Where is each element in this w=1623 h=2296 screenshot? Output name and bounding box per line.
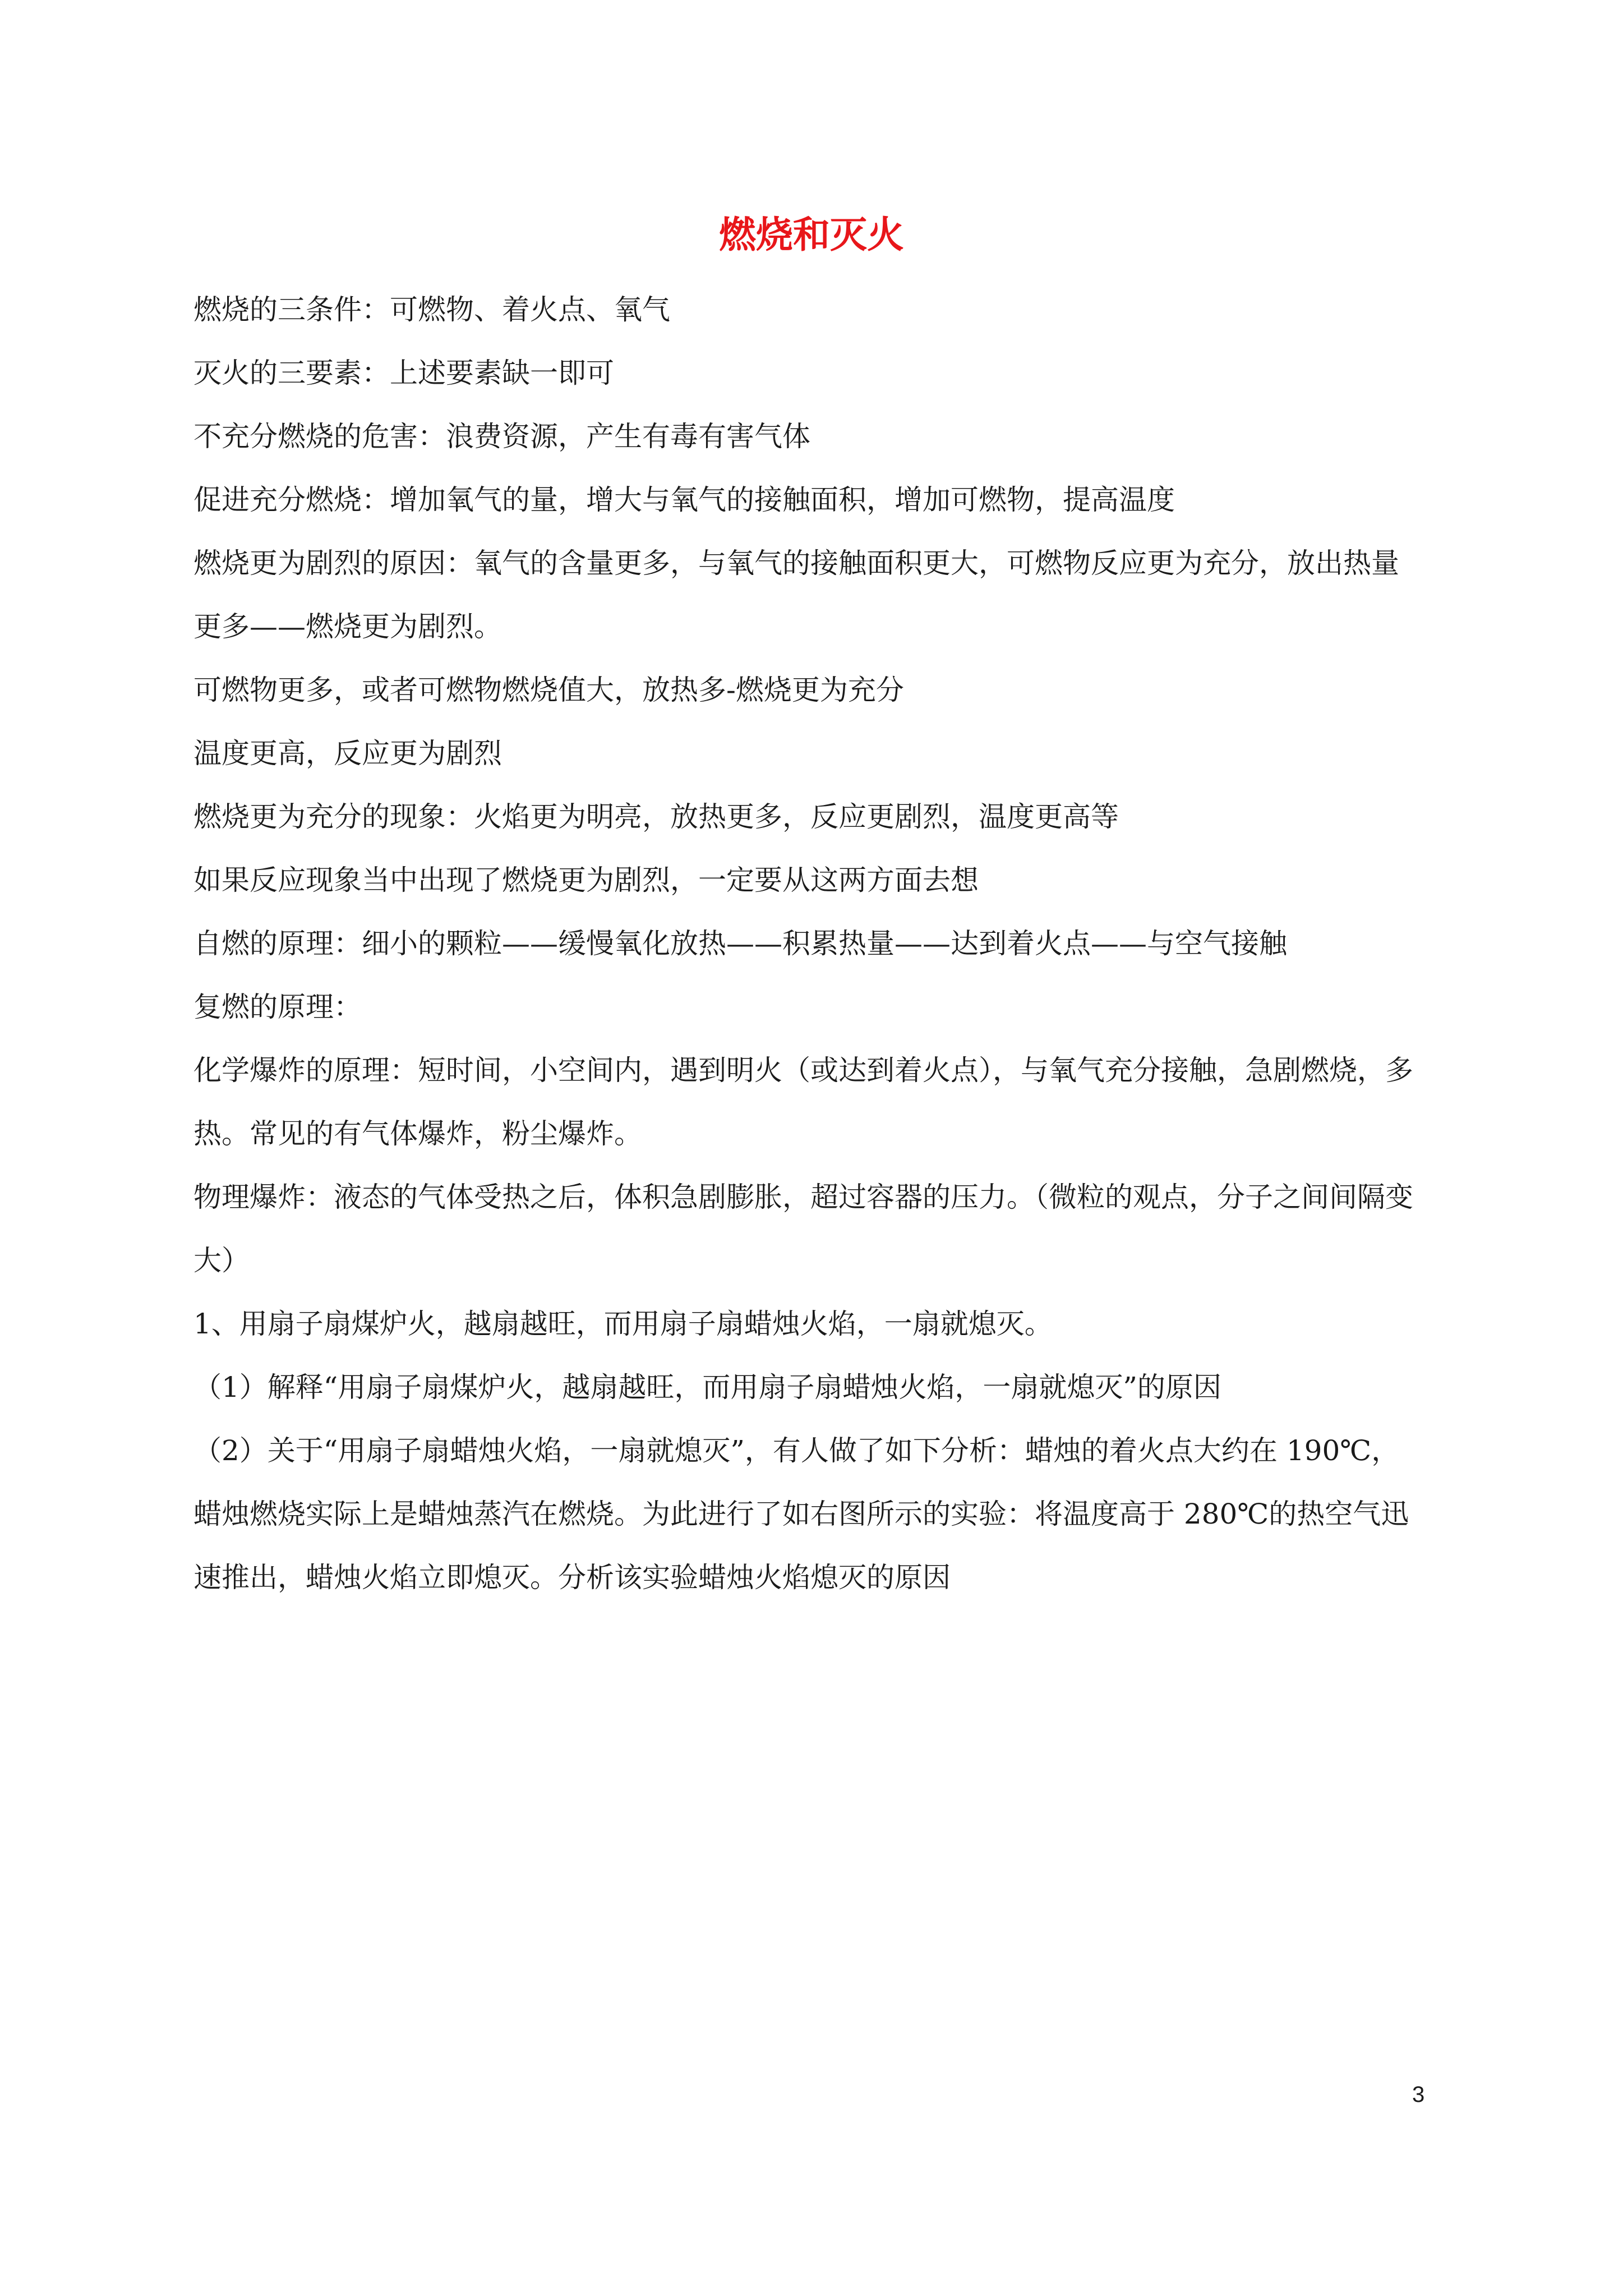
question-1-part-2-end: 速推出，蜡烛火焰立即熄灭。分析该实验蜡烛火焰熄灭的原因 bbox=[193, 1561, 951, 1594]
text-line-intense-combustion-reason: 燃烧更为剧烈的原因：氧气的含量更多，与氧气的接触面积更大，可燃物反应更为充分，放出热量 bbox=[193, 547, 1399, 579]
question-1-part-1: （1）解释“用扇子扇煤炉火，越扇越旺，而用扇子扇蜡烛火焰，一扇就熄灭”的原因 bbox=[193, 1371, 1221, 1404]
text-line-combustion-conditions: 燃烧的三条件：可燃物、着火点、氧气 bbox=[193, 293, 670, 326]
text-line-reignition-principle: 复燃的原理： bbox=[193, 991, 362, 1023]
page-number: 3 bbox=[1412, 2082, 1425, 2107]
text-line-intense-combustion-reason-cont: 更多——燃烧更为剧烈。 bbox=[193, 610, 502, 643]
document-body bbox=[193, 292, 1455, 1623]
text-line-promote-combustion: 促进充分燃烧：增加氧气的量，增大与氧气的接触面积，增加可燃物，提高温度 bbox=[193, 484, 1175, 516]
text-line-chemical-explosion: 化学爆炸的原理：短时间，小空间内，遇到明火（或达到着火点），与氧气充分接触，急剧燃烧，多 bbox=[193, 1054, 1413, 1087]
question-1: 1、用扇子扇煤炉火，越扇越旺，而用扇子扇蜡烛火焰，一扇就熄灭。 bbox=[193, 1308, 1053, 1340]
text-line-chemical-explosion-cont: 热。常见的有气体爆炸，粉尘爆炸。 bbox=[193, 1117, 642, 1150]
text-line-incomplete-combustion-harm: 不充分燃烧的危害：浪费资源，产生有毒有害气体 bbox=[193, 420, 810, 453]
text-line-higher-temperature: 温度更高，反应更为剧烈 bbox=[193, 737, 502, 770]
question-1-part-2: （2）关于“用扇子扇蜡烛火焰，一扇就熄灭”，有人做了如下分析：蜡烛的着火点大约在 190℃， bbox=[193, 1434, 1400, 1467]
text-line-reaction-phenomena-tip: 如果反应现象当中出现了燃烧更为剧烈，一定要从这两方面去想 bbox=[193, 864, 979, 896]
text-line-more-fuel: 可燃物更多，或者可燃物燃烧值大，放热多-燃烧更为充分 bbox=[193, 674, 904, 706]
text-line-extinguishing-elements: 灭火的三要素：上述要素缺一即可 bbox=[193, 357, 614, 389]
text-line-physical-explosion-cont: 大） bbox=[193, 1244, 250, 1277]
text-line-complete-combustion-phenomena: 燃烧更为充分的现象：火焰更为明亮，放热更多，反应更剧烈，温度更高等 bbox=[193, 800, 1119, 833]
text-line-physical-explosion: 物理爆炸：液态的气体受热之后，体积急剧膨胀，超过容器的压力。（微粒的观点，分子之间间隔变 bbox=[193, 1181, 1413, 1213]
page-title: 燃烧和灭火 bbox=[719, 213, 904, 256]
text-line-spontaneous-combustion: 自燃的原理：细小的颗粒——缓慢氧化放热——积累热量——达到着火点——与空气接触 bbox=[193, 927, 1287, 960]
question-1-part-2-cont: 蜡烛燃烧实际上是蜡烛蒸汽在燃烧。为此进行了如右图所示的实验：将温度高于 280℃的热空气迅 bbox=[193, 1498, 1409, 1530]
